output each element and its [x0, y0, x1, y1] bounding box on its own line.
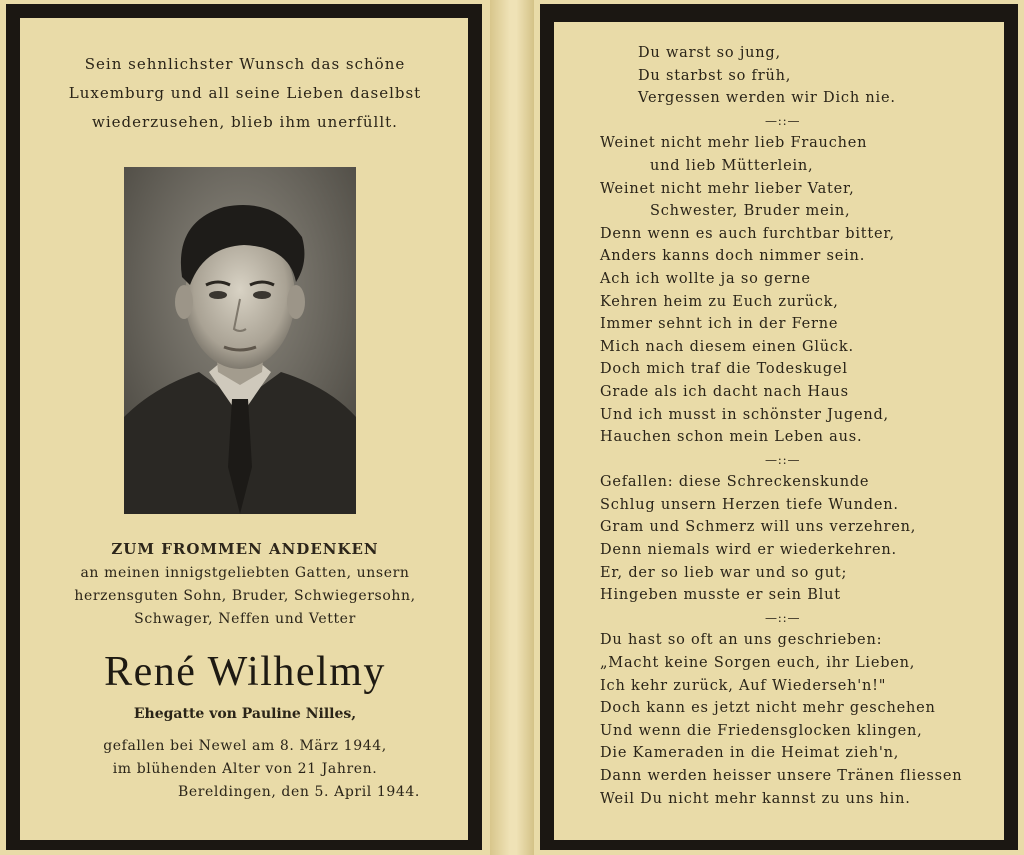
- death-details: [40, 735, 450, 804]
- stanza-separator: —::—: [765, 452, 801, 467]
- poem-line: Weinet nicht mehr lieb Frauchen: [600, 135, 868, 152]
- right-panel: [534, 0, 1024, 855]
- intro-line: Sein sehnlichster Wunsch das schöne: [84, 55, 406, 73]
- poem-line: Weil Du nicht mehr kannst zu uns hin.: [600, 790, 911, 807]
- poem-line: Denn niemals wird er wiederkehren.: [600, 542, 897, 559]
- card-fold: [490, 0, 534, 855]
- poem-line: Und wenn die Friedensglocken klingen,: [600, 722, 923, 739]
- poem-line: Gram und Schmerz will uns verzehren,: [600, 519, 917, 536]
- poem-line: Weinet nicht mehr lieber Vater,: [600, 180, 855, 197]
- dedication-block: [30, 540, 460, 631]
- poem-line: Mich nach diesem einen Glück.: [600, 338, 854, 355]
- stanza-separator: —::—: [765, 113, 801, 128]
- dedication-line: an meinen innigstgeliebten Gatten, unsern: [80, 565, 410, 581]
- deceased-name: René Wilhelmy: [104, 649, 386, 695]
- poem-line: und lieb Mütterlein,: [650, 157, 814, 174]
- poem-line: Hauchen schon mein Leben aus.: [600, 429, 863, 446]
- poem-line: Doch mich traf die Todeskugel: [600, 361, 848, 378]
- poem-line: Du hast so oft an uns geschrieben:: [600, 632, 883, 649]
- intro-line: wiederzusehen, blieb ihm unerfüllt.: [92, 113, 398, 131]
- poem-line: Er, der so lieb war und so gut;: [600, 564, 848, 581]
- dedication-heading: ZUM FROMMEN ANDENKEN: [111, 540, 379, 558]
- poem-line: Ach ich wollte ja so gerne: [600, 270, 811, 287]
- detail-line: im blühenden Alter von 21 Jahren.: [112, 761, 378, 777]
- poem-line: Grade als ich dacht nach Haus: [600, 383, 849, 400]
- poem-line: Und ich musst in schönster Jugend,: [600, 406, 889, 423]
- left-panel: [0, 0, 490, 855]
- memorial-poem: [600, 42, 1000, 810]
- dedication-line: Schwager, Neffen und Vetter: [134, 611, 356, 627]
- poem-line: Kehren heim zu Euch zurück,: [600, 293, 839, 310]
- poem-line: „Macht keine Sorgen euch, ihr Lieben,: [600, 655, 916, 672]
- poem-line: Du warst so jung,: [638, 45, 781, 61]
- poem-line: Doch kann es jetzt nicht mehr geschehen: [600, 700, 936, 717]
- poem-line: Dann werden heisser unsere Tränen fliessen: [600, 768, 963, 784]
- place-date-signature: Bereldingen, den 5. April 1944.: [177, 784, 420, 800]
- poem-line: Denn wenn es auch furchtbar bitter,: [600, 225, 895, 242]
- poem-line: Anders kanns doch nimmer sein.: [600, 248, 866, 265]
- poem-line: Du starbst so früh,: [638, 67, 792, 84]
- dedication-line: herzensguten Sohn, Bruder, Schwiegersohn,: [74, 588, 416, 604]
- poem-line: Gefallen: diese Schreckenskunde: [600, 474, 870, 491]
- stanza-separator: —::—: [765, 610, 801, 625]
- intro-line: Luxemburg und all seine Lieben daselbst: [68, 84, 422, 102]
- poem-line: Schwester, Bruder mein,: [650, 203, 851, 220]
- poem-line: Schlug unsern Herzen tiefe Wunden.: [600, 496, 899, 513]
- poem-line: Vergessen werden wir Dich nie.: [638, 90, 896, 107]
- portrait-image: [124, 167, 356, 514]
- poem-line: Ich kehr zurück, Auf Wiederseh'n!": [600, 677, 887, 694]
- portrait-photo: [124, 167, 356, 514]
- intro-text: [40, 50, 450, 137]
- spouse-line: Ehegatte von Pauline Nilles,: [133, 706, 357, 722]
- poem-line: Immer sehnt ich in der Ferne: [600, 316, 839, 333]
- detail-line: gefallen bei Newel am 8. März 1944,: [103, 738, 387, 754]
- poem-line: Die Kameraden in die Heimat zieh'n,: [600, 745, 900, 762]
- poem-line: Hingeben musste er sein Blut: [600, 587, 841, 604]
